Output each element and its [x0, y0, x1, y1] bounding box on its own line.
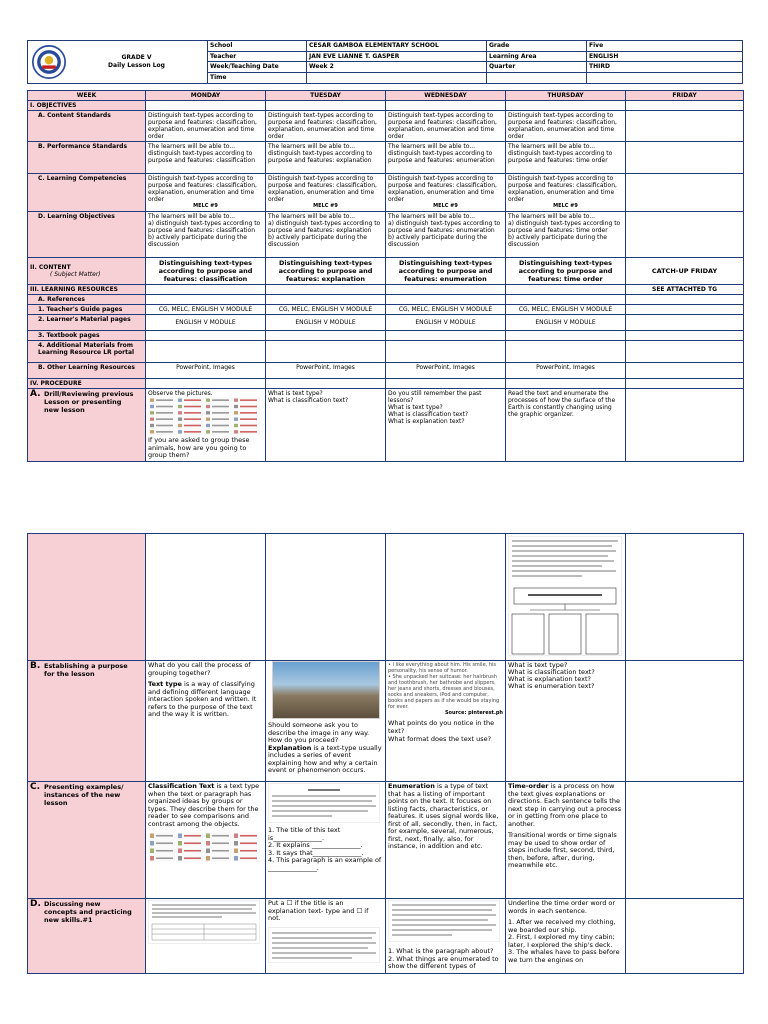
picture-thumb: [206, 834, 210, 839]
picture-thumb: [234, 841, 238, 846]
picture-caption-line: [156, 850, 173, 852]
picture-thumb: [178, 841, 182, 846]
text-type-definition: [148, 681, 263, 719]
grade-value: Five: [587, 41, 742, 52]
question-line: Do you still remember the past lessons?: [388, 390, 482, 404]
learning-objectives-mon: [146, 212, 266, 258]
picture-thumb: [178, 411, 182, 414]
picture-thumb: [178, 424, 182, 427]
picture-thumb: [206, 430, 210, 433]
teacher-value: JAN EVE LIANNE T. GASPER: [307, 52, 487, 63]
question-line: What is explanation text?: [508, 675, 591, 683]
term-enumeration: Enumeration: [388, 782, 435, 790]
picture-caption-line: [240, 850, 257, 852]
objective-line: a) distinguish text-types according to purpose and features: enumeration: [388, 220, 501, 234]
time-blank-2: [587, 73, 742, 84]
week-label: Week/Teaching Date: [208, 62, 307, 73]
teachers-guide-tue: CG, MELC, ENGLISH V MODULE: [266, 305, 386, 315]
bullet-text: I like everything about him. His smile, his personality, his sense of humor.: [388, 662, 496, 674]
log-title: Daily Lesson Log: [108, 62, 165, 69]
learners-material-row: [28, 315, 744, 331]
picture-thumb: [178, 399, 182, 402]
sentence-item: 1. After we received my clothing, we boarded our ship.: [508, 918, 616, 934]
picture-thumb: [206, 411, 210, 414]
picture-thumb: [206, 856, 210, 861]
quarter-label: Quarter: [487, 62, 587, 73]
beach-cleanup-photo: [272, 661, 380, 719]
procedure-d-letter: D.: [30, 899, 41, 909]
picture-caption-line: [212, 850, 229, 852]
picture-caption-line: [184, 399, 201, 401]
performance-standards-label: B. Performance Standards: [28, 142, 146, 174]
procedure-c-letter: C.: [30, 782, 41, 792]
col-thursday: THURSDAY: [506, 91, 626, 101]
learning-objectives-tue: [266, 212, 386, 258]
procedure-c-label-cell: [28, 782, 146, 899]
picture-caption-line: [212, 835, 229, 837]
deped-seal-icon: [32, 45, 66, 79]
picture-thumb: [150, 424, 154, 427]
picture-thumb: [150, 430, 154, 433]
picture-caption-line: [212, 418, 229, 420]
procedure-b-mon: [146, 661, 266, 782]
question-line: What is enumeration text?: [508, 682, 595, 690]
content-title-cell: [28, 258, 146, 285]
procedure-b-row: [28, 661, 744, 782]
question-line: 1. What is the paragraph about?: [388, 947, 494, 955]
sentence-item: 3. The whales have to pass before we turn the engines on: [508, 948, 620, 964]
question-line: What is text type?: [268, 390, 323, 397]
picture-thumb: [206, 399, 210, 402]
picture-caption-line: [240, 857, 257, 859]
col-wednesday: WEDNESDAY: [386, 91, 506, 101]
teachers-guide-label: 1. Teacher's Guide pages: [28, 305, 146, 315]
quarter-value: THIRD: [587, 62, 742, 73]
time-value: [307, 73, 487, 84]
time-order-definition: [508, 783, 623, 828]
picture-thumb: [234, 430, 238, 433]
competency-text: Distinguish text-types according to purpose and features: classification, explanation, enumeration and time order: [508, 175, 617, 203]
procedure-a-mon-question: If you are asked to group these animals, how are you going to group them?: [148, 436, 250, 459]
lesson-log-table-2: [27, 533, 744, 974]
explanation-text-image: [268, 783, 380, 823]
classification-def: is a text type when the text or paragraph has organized ideas by groups or types. They describe them for the reader to see comparisons and contrast among the objects.: [148, 782, 260, 828]
picture-caption-line: [240, 431, 257, 433]
col-monday: MONDAY: [146, 91, 266, 101]
other-resources-tue: PowerPoint, Images: [266, 363, 386, 379]
learning-competencies-row: [28, 174, 744, 212]
classification-definition: [148, 783, 263, 828]
picture-thumb: [234, 834, 238, 839]
competency-text: Distinguish text-types according to purpose and features: classification, explanation, enumeration and time order: [388, 175, 497, 203]
blank-question: 2. It explains _______________.: [268, 841, 363, 849]
picture-thumb: [178, 856, 182, 861]
objectives-row: [28, 101, 744, 111]
learning-objectives-thu: [506, 212, 626, 258]
picture-caption-line: [212, 857, 229, 859]
grade-title: GRADE V: [121, 54, 152, 61]
picture-caption-line: [212, 425, 229, 427]
picture-thumb: [234, 849, 238, 854]
melc-label: MELC #9: [433, 203, 458, 209]
content-wed: Distinguishing text-types according to purpose and features: enumeration: [386, 258, 506, 285]
melc-label: MELC #9: [193, 203, 218, 209]
procedure-d-mon: [146, 899, 266, 974]
objective-line: b) actively participate during the discussion: [388, 234, 487, 248]
resources-fri: SEE ATTACHTED TG: [626, 285, 744, 295]
picture-caption-line: [184, 835, 201, 837]
blank-question: 4. This paragraph is an example of _______________.: [268, 856, 382, 872]
procedure-d-thu: [506, 899, 626, 974]
explanation-exercise-image: [268, 927, 380, 963]
references-label: A. References: [28, 295, 146, 305]
picture-thumb: [234, 418, 238, 421]
animals-grid-image: [148, 397, 260, 435]
learning-competencies-wed: [386, 174, 506, 212]
picture-thumb: [178, 430, 182, 433]
textbook-label: 3. Textbook pages: [28, 331, 146, 341]
header-info-grid: [208, 41, 742, 83]
col-tuesday: TUESDAY: [266, 91, 386, 101]
other-resources-mon: PowerPoint, Images: [146, 363, 266, 379]
content-standards-label: A. Content Standards: [28, 111, 146, 142]
resources-title: III. LEARNING RESOURCES: [28, 285, 146, 295]
enumeration-definition: [388, 783, 503, 851]
procedure-a-wed: [386, 389, 506, 462]
explanation-def: is a text-type usually includes a series of event explaining how and why a certain event or phenomenon occurs.: [268, 743, 382, 774]
learning-competencies-label: C. Learning Competencies: [28, 174, 146, 212]
performance-standards-mon: The learners will be able to... distinguish text-types according to purpose and features: classification: [146, 142, 266, 174]
picture-caption-line: [184, 842, 201, 844]
transitional-words-text: Transitional words or time signals may be used to show order of steps include first, second, third, then, before, after, during, meanwhile etc.: [508, 831, 617, 869]
objective-line: a) distinguish text-types according to purpose and features: time order: [508, 220, 621, 234]
question-line: What is explanation text?: [388, 418, 465, 425]
objective-line: b) actively participate during the discussion: [508, 234, 607, 248]
term-text-type: Text type: [148, 680, 182, 688]
objective-line: a) distinguish text-types according to purpose and features: classification: [148, 220, 261, 234]
picture-caption-line: [156, 842, 173, 844]
procedure-b-wed: [386, 661, 506, 782]
picture-thumb: [150, 856, 154, 861]
picture-thumb: [234, 405, 238, 408]
picture-thumb: [234, 411, 238, 414]
picture-caption-line: [240, 425, 257, 427]
procedure-b-thu: [506, 661, 626, 782]
procedure-b-tue-question: Should someone ask you to describe the image in any way. How do you proceed?: [268, 721, 370, 744]
learners-material-wed: ENGLISH V MODULE: [386, 315, 506, 331]
references-row: [28, 295, 744, 305]
procedure-row: [28, 379, 744, 389]
procedure-c-label: Presenting examples/ instances of the new lesson: [44, 783, 124, 807]
procedure-a-mon: [146, 389, 266, 462]
learners-material-mon: ENGLISH V MODULE: [146, 315, 266, 331]
days-header-row: [28, 91, 744, 101]
question-line: What is classification text?: [508, 668, 595, 676]
other-resources-label: B. Other Learning Resources: [28, 363, 146, 379]
procedure-a-tue: [266, 389, 386, 462]
picture-caption-line: [212, 406, 229, 408]
school-value: CESAR GAMBOA ELEMENTARY SCHOOL: [307, 41, 487, 52]
question-line: What is classification text?: [388, 411, 469, 418]
picture-thumb: [178, 418, 182, 421]
learners-material-label: 2. Learner's Material pages: [28, 315, 146, 331]
week-value: Week 2: [307, 62, 487, 73]
performance-standards-row: [28, 142, 744, 174]
objective-line: b) actively participate during the discussion: [268, 234, 367, 248]
text-type-def: is a way of classifying and defining different language interaction spoken and written. It refers to the purpose of the text and the way it is written.: [148, 680, 257, 718]
graphic-organizer-image: [508, 536, 622, 656]
time-order-def: is a process on how the text gives explanations or directions. Each sentence tells the next step in carrying out a process or in getting from one place to another.: [508, 782, 622, 828]
content-row: [28, 258, 744, 285]
picture-caption-line: [212, 412, 229, 414]
picture-thumb: [150, 834, 154, 839]
learners-material-tue: ENGLISH V MODULE: [266, 315, 386, 331]
picture-thumb: [206, 841, 210, 846]
procedure-a-label: Drill/Reviewing previous Lesson or presenting new lesson: [44, 390, 134, 414]
content-title: II. CONTENT: [30, 264, 71, 271]
sentence-item: 2. First, I explored my tiny cabin; later, I explored the ship's deck.: [508, 933, 615, 949]
objective-line: a) distinguish text-types according to purpose and features: explanation: [268, 220, 381, 234]
picture-caption-line: [184, 431, 201, 433]
content-tue: Distinguishing text-types according to purpose and features: explanation: [266, 258, 386, 285]
picture-thumb: [206, 405, 210, 408]
picture-caption-line: [212, 842, 229, 844]
competency-text: Distinguish text-types according to purpose and features: classification, explanation, enumeration and time order: [268, 175, 377, 203]
procedure-d-label-cell: [28, 899, 146, 974]
content-standards-wed: Distinguish text-types according to purpose and features: classification, explanation, enumeration and time order: [386, 111, 506, 142]
blank-question: 1. The title of this text is_______________.: [268, 826, 341, 842]
question-line: What is classification text?: [268, 397, 349, 404]
classification-exercise-image: [148, 900, 260, 944]
picture-thumb: [178, 834, 182, 839]
procedure-d-thu-instruction: Underline the time order word or words in each sentence.: [508, 899, 616, 915]
teachers-guide-wed: CG, MELC, ENGLISH V MODULE: [386, 305, 506, 315]
procedure-a-thu: Read the text and enumerate the processes of how the surface of the Earth is constantly changing using the graphic organizer.: [506, 389, 626, 462]
picture-caption-line: [156, 406, 173, 408]
time-blank-1: [487, 73, 587, 84]
content-standards-row: [28, 111, 744, 142]
picture-thumb: [178, 405, 182, 408]
procedure-a-row: [28, 389, 744, 462]
blank-question: 3. It says that_______________.: [268, 848, 364, 857]
melc-label: MELC #9: [313, 203, 338, 209]
other-resources-wed: PowerPoint, Images: [386, 363, 506, 379]
melc-label: MELC #9: [553, 203, 578, 209]
competency-text: Distinguish text-types according to purpose and features: classification, explanation, enumeration and time order: [148, 175, 257, 203]
other-resources-row: [28, 363, 744, 379]
picture-caption-line: [156, 835, 173, 837]
bullet-text: She unpacked her suitcase: her hairbrush and toothbrush, her bathrobe and slippers, her jeans and shorts, dresses and blouses, socks and sneakers, iPod and computer, books and papers as if she would be staying for ever.: [388, 674, 500, 710]
col-week: WEEK: [28, 91, 146, 101]
procedure-b-letter: B.: [30, 661, 41, 671]
picture-caption-line: [156, 418, 173, 420]
question-line: What is text type?: [388, 404, 443, 411]
header-logo-cell: [28, 41, 208, 83]
procedure-b-tue: [266, 661, 386, 782]
procedure-b-wed-question-2: What format does the text use?: [388, 735, 492, 743]
additional-materials-row: [28, 341, 744, 363]
enumeration-example-image: [388, 662, 503, 716]
procedure-b-label: Establishing a purpose for the lesson: [44, 662, 128, 678]
other-resources-thu: PowerPoint, Images: [506, 363, 626, 379]
picture-caption-line: [240, 418, 257, 420]
picture-thumb: [150, 405, 154, 408]
procedure-c-wed: [386, 782, 506, 899]
picture-caption-line: [240, 406, 257, 408]
lesson-log-table-1: [27, 90, 744, 462]
procedure-b-wed-question-1: What points do you notice in the text?: [388, 719, 495, 735]
grade-label: Grade: [487, 41, 587, 52]
procedure-d-label: Discussing new concepts and practicing new skills.#1: [44, 900, 132, 924]
objective-line: The learners will be able to...: [268, 213, 356, 220]
content-mon: Distinguishing text-types according to purpose and features: classification: [146, 258, 266, 285]
teachers-guide-row: [28, 305, 744, 315]
question-line: What is text type?: [508, 661, 568, 669]
col-friday: FRIDAY: [626, 91, 744, 101]
teacher-label: Teacher: [208, 52, 307, 63]
header-table: [27, 40, 743, 84]
content-thu: Distinguishing text-types according to purpose and features: time order: [506, 258, 626, 285]
objective-line: The learners will be able to...: [508, 213, 596, 220]
procedure-d-tue: [266, 899, 386, 974]
objectives-title: I. OBJECTIVES: [28, 101, 146, 111]
picture-caption-line: [156, 399, 173, 401]
teachers-guide-mon: CG, MELC, ENGLISH V MODULE: [146, 305, 266, 315]
picture-caption-line: [240, 835, 257, 837]
picture-thumb: [178, 849, 182, 854]
learning-competencies-thu: [506, 174, 626, 212]
content-standards-mon: Distinguish text-types according to purpose and features: classification, explanation, enumeration and time order: [146, 111, 266, 142]
teachers-guide-thu: CG, MELC, ENGLISH V MODULE: [506, 305, 626, 315]
learning-objectives-wed: [386, 212, 506, 258]
content-standards-tue: Distinguish text-types according to purpose and features: classification, explanation, enumeration and time order: [266, 111, 386, 142]
picture-caption-line: [184, 425, 201, 427]
enumeration-exercise-image: [388, 900, 500, 942]
procedure-a-letter: A.: [30, 389, 41, 399]
explanation-definition: [268, 745, 383, 775]
procedure-c-mon: [146, 782, 266, 899]
classification-example-image: [148, 832, 260, 862]
objective-line: The learners will be able to...: [388, 213, 476, 220]
picture-caption-line: [184, 850, 201, 852]
bullet-item-2: • She unpacked her suitcase: her hairbrush and toothbrush, her bathrobe and slippers, her jeans and shorts, dresses and blouses, socks and sneakers, iPod and computer, books and papers as if she would be staying for ever.: [388, 674, 500, 710]
content-fri: CATCH-UP FRIDAY: [626, 258, 744, 285]
picture-caption-line: [240, 412, 257, 414]
procedure-title: IV. PROCEDURE: [28, 379, 146, 389]
picture-thumb: [150, 399, 154, 402]
procedure-c-thu: [506, 782, 626, 899]
procedure-d-wed: [386, 899, 506, 974]
picture-thumb: [150, 411, 154, 414]
enumeration-def: is a type of text that has a listing of important points on the text. It focuses on listing facts, characteristics, or features. It uses signal words like, first of all, secondly, then, in fact, for example, several, numerous, first, next, finally, also, for instance, in addition and etc.: [388, 782, 499, 850]
procedure-d-row: [28, 899, 744, 974]
procedure-a-continued-row: [28, 534, 744, 661]
term-time-order: Time-order: [508, 782, 549, 790]
learning-competencies-mon: [146, 174, 266, 212]
performance-standards-tue: The learners will be able to... distinguish text-types according to purpose and features: explanation: [266, 142, 386, 174]
term-explanation: Explanation: [268, 743, 312, 752]
textbook-row: [28, 331, 744, 341]
procedure-a-mon-instruction: Observe the pictures.: [148, 390, 213, 397]
time-label: Time: [208, 73, 307, 84]
picture-thumb: [206, 849, 210, 854]
objective-line: The learners will be able to...: [148, 213, 236, 220]
picture-thumb: [234, 424, 238, 427]
procedure-b-mon-question: What do you call the process of grouping together?: [148, 661, 251, 677]
picture-thumb: [206, 418, 210, 421]
header-title: [66, 54, 207, 70]
picture-caption-line: [212, 431, 229, 433]
procedure-a-label-cell: [28, 389, 146, 462]
picture-caption-line: [184, 857, 201, 859]
school-label: School: [208, 41, 307, 52]
picture-caption-line: [240, 842, 257, 844]
procedure-d-tue-instruction: Put a ☐ if the title is an explanation text- type and ☐ if not.: [268, 899, 369, 922]
objective-line: b) actively participate during the discussion: [148, 234, 247, 248]
picture-caption-line: [156, 425, 173, 427]
performance-standards-wed: The learners will be able to... distinguish text-types according to purpose and features: enumeration: [386, 142, 506, 174]
procedure-c-tue: [266, 782, 386, 899]
picture-thumb: [234, 399, 238, 402]
additional-materials-label: 4. Additional Materials from Learning Resource LR portal: [28, 341, 146, 363]
procedure-c-row: [28, 782, 744, 899]
learners-material-thu: ENGLISH V MODULE: [506, 315, 626, 331]
resources-row: [28, 285, 744, 295]
picture-caption-line: [156, 857, 173, 859]
picture-caption-line: [184, 418, 201, 420]
earth-surface-graphic-organizer: [506, 534, 626, 661]
learning-competencies-tue: [266, 174, 386, 212]
picture-thumb: [150, 849, 154, 854]
content-standards-thu: Distinguish text-types according to purpose and features: classification, explanation, enumeration and time order: [506, 111, 626, 142]
picture-caption-line: [156, 412, 173, 414]
picture-caption-line: [156, 431, 173, 433]
learning-area-value: ENGLISH: [587, 52, 742, 63]
learning-area-label: Learning Area: [487, 52, 587, 63]
performance-standards-thu: The learners will be able to... distinguish text-types according to purpose and features: time order: [506, 142, 626, 174]
picture-caption-line: [184, 406, 201, 408]
picture-caption-line: [240, 399, 257, 401]
picture-thumb: [150, 841, 154, 846]
procedure-b-label-cell: [28, 661, 146, 782]
bullet-item-1: • I like everything about him. His smile, his personality, his sense of humor.: [388, 662, 496, 674]
picture-caption-line: [212, 399, 229, 401]
term-classification: Classification Text: [148, 782, 215, 790]
picture-thumb: [234, 856, 238, 861]
picture-thumb: [150, 418, 154, 421]
learning-objectives-row: [28, 212, 744, 258]
content-subtitle: ( Subject Matter): [50, 271, 101, 278]
learning-objectives-label: D. Learning Objectives: [28, 212, 146, 258]
picture-caption-line: [184, 412, 201, 414]
picture-thumb: [206, 424, 210, 427]
question-line: 2. What things are enumerated to show the different types of: [388, 954, 499, 970]
source-label: Source: pinterest.ph: [444, 710, 503, 716]
